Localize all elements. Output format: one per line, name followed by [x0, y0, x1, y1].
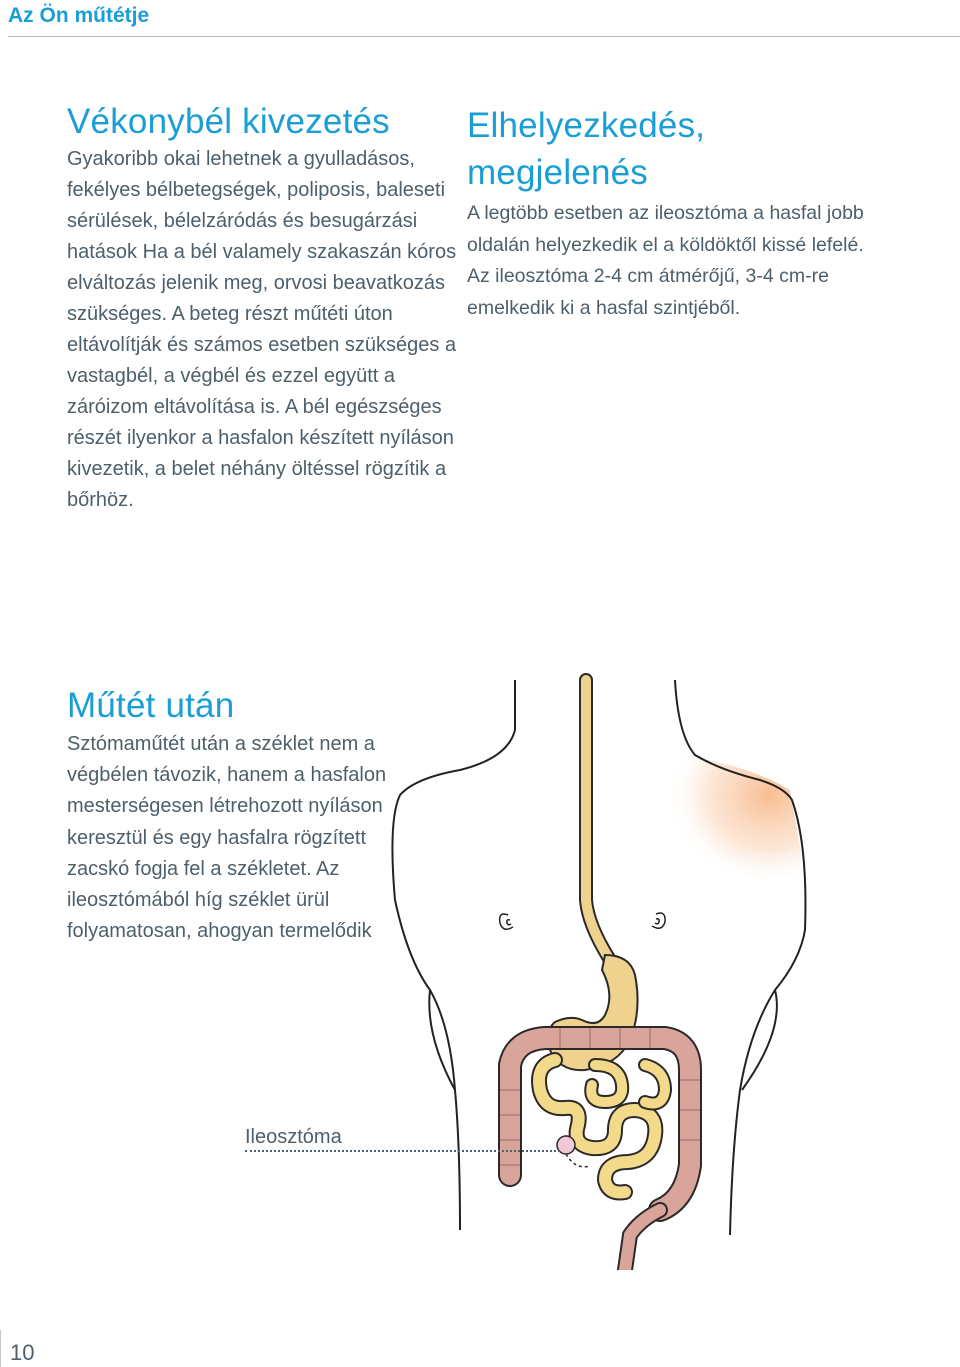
section-heading-ileostomy: Vékonybél kivezetés [67, 102, 390, 141]
nipple-left [500, 914, 513, 929]
page-number-divider [0, 1330, 1, 1367]
rectum [625, 1210, 660, 1270]
torso-outline [429, 990, 455, 1090]
stomach [548, 955, 637, 1070]
section-ileostomy [67, 100, 457, 516]
stoma-label: Ileosztóma [245, 1126, 342, 1148]
section-heading-location: Elhelyezkedés, megjelenés [467, 106, 706, 192]
stoma-dashed-outline [566, 1154, 590, 1167]
section-body-ileostomy: Gyakoribb okai lehetnek a gyulladásos, fekélyes bélbetegségek, poliposis, baleseti sérülések, bélelzáródás és besugárzási hatások Ha a bél valamely szakaszán kóros elváltozás jelenik meg, orvosi beavatkozás szükséges. A beteg részt műtéti úton eltávolítják és számos esetben szükséges a vastagbél, a végbél és ezzel együtt a záróizom eltávolítása is. A bél egészséges részét ilyenkor a hasfalon készített nyíláson kivezetik, a belet néhány öltéssel rögzítik a bőrhöz. [67, 148, 457, 511]
small-intestine [539, 1060, 665, 1193]
anatomy-illustration [360, 670, 840, 1270]
section-body-after-surgery: Sztómaműtét után a széklet nem a végbélen távozik, hanem a hasfalon mesterségesen létrehozott nyíláson keresztül és egy hasfalra rögzített zacskó fogja fel a székletet. Az ileosztómából híg széklet ürül folyamatosan, ahogyan termelődik [67, 733, 387, 943]
stoma-leader-line [245, 1150, 560, 1152]
section-location [467, 102, 887, 324]
torso-outline [392, 680, 515, 1230]
page-number: 10 [10, 1340, 35, 1365]
header-divider [8, 36, 960, 37]
section-after-surgery [67, 684, 407, 947]
torso-outline [742, 990, 777, 1090]
page-header-title: Az Ön műtétje [8, 4, 150, 27]
oesophagus [586, 680, 610, 960]
shoulder-highlight [660, 750, 805, 880]
nipple-right [652, 913, 665, 928]
section-heading-after-surgery: Műtét után [67, 686, 235, 725]
section-body-location: A legtöbb esetben az ileosztóma a hasfal jobb oldalán helyezkedik el a köldöktől kissé lefelé. Az ileosztóma 2-4 cm átmérőjű, 3-4 cm-re emelkedik ki a hasfal szintjéből. [467, 202, 864, 319]
